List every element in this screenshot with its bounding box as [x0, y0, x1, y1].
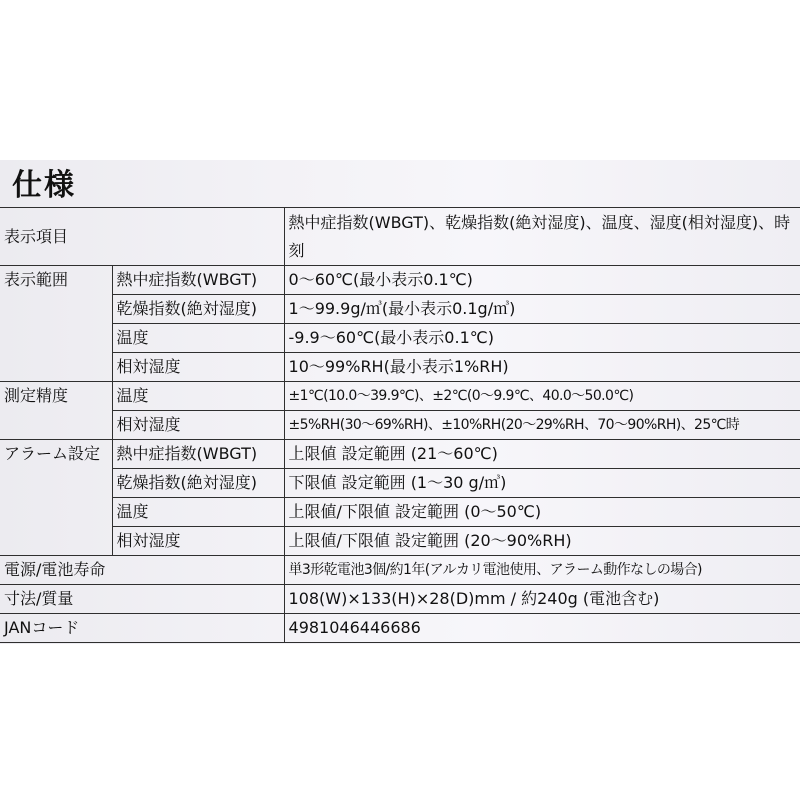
row-subitem: 熱中症指数(WBGT) [112, 440, 284, 469]
row-value: ±5%RH(30〜69%RH)、±10%RH(20〜29%RH、70〜90%RH)、25℃時 [284, 411, 800, 440]
table-row [0, 324, 800, 353]
row-value: 1〜99.9g/㎥(最小表示0.1g/㎥) [284, 295, 800, 324]
row-value: 上限値 設定範囲 (21〜60℃) [284, 440, 800, 469]
row-value: 単3形乾電池3個/約1年(アルカリ電池使用、アラーム動作なしの場合) [284, 556, 800, 585]
row-value: 下限値 設定範囲 (1〜30 g/㎥) [284, 469, 800, 498]
table-row [0, 208, 800, 266]
row-category: アラーム設定 [0, 440, 112, 556]
spec-table [0, 207, 800, 643]
table-row [0, 498, 800, 527]
table-row [0, 382, 800, 411]
row-subitem: 熱中症指数(WBGT) [112, 266, 284, 295]
row-category: 表示項目 [0, 208, 284, 266]
row-value: 108(W)×133(H)×28(D)mm / 約240g (電池含む) [284, 585, 800, 614]
table-row [0, 440, 800, 469]
row-subitem: 乾燥指数(絶対湿度) [112, 295, 284, 324]
row-subitem: 相対湿度 [112, 411, 284, 440]
table-row [0, 614, 800, 643]
row-value: 上限値/下限値 設定範囲 (0〜50℃) [284, 498, 800, 527]
table-row [0, 556, 800, 585]
table-row [0, 585, 800, 614]
table-row [0, 353, 800, 382]
row-category: 表示範囲 [0, 266, 112, 382]
row-category: 測定精度 [0, 382, 112, 440]
row-value: 4981046446686 [284, 614, 800, 643]
row-value: 熱中症指数(WBGT)、乾燥指数(絶対湿度)、温度、湿度(相対湿度)、時刻 [284, 208, 800, 266]
row-value: 10〜99%RH(最小表示1%RH) [284, 353, 800, 382]
row-value: 上限値/下限値 設定範囲 (20〜90%RH) [284, 527, 800, 556]
row-value: 0〜60℃(最小表示0.1℃) [284, 266, 800, 295]
row-subitem: 乾燥指数(絶対湿度) [112, 469, 284, 498]
row-category: 電源/電池寿命 [0, 556, 284, 585]
table-row [0, 295, 800, 324]
row-value: -9.9〜60℃(最小表示0.1℃) [284, 324, 800, 353]
row-category: 寸法/質量 [0, 585, 284, 614]
table-row [0, 527, 800, 556]
table-row [0, 469, 800, 498]
row-subitem: 温度 [112, 498, 284, 527]
row-subitem: 相対湿度 [112, 353, 284, 382]
row-subitem: 相対湿度 [112, 527, 284, 556]
page-title: 仕様 [12, 168, 76, 203]
row-value: ±1℃(10.0〜39.9℃)、±2℃(0〜9.9℃、40.0〜50.0℃) [284, 382, 800, 411]
row-category: JANコード [0, 614, 284, 643]
row-subitem: 温度 [112, 324, 284, 353]
table-row [0, 266, 800, 295]
table-row [0, 411, 800, 440]
row-subitem: 温度 [112, 382, 284, 411]
